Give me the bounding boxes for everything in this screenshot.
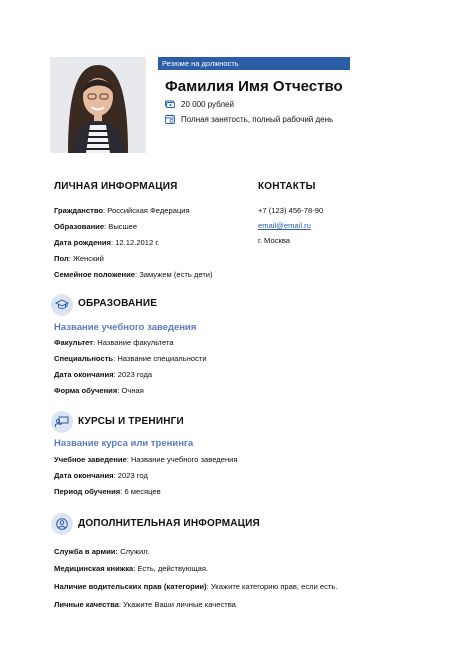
courses-heading: КУРСЫ И ТРЕНИНГИ — [78, 416, 184, 427]
salary-row — [165, 99, 234, 109]
graduation-date-line: Дата окончания: 2023 года — [54, 370, 153, 379]
institution-name: Название учебного заведения — [54, 322, 197, 333]
driving-license-line: Наличие водительских прав (категории): Укажите категорию прав, если есть. — [54, 582, 338, 591]
medical-book-line: Медицинская книжка: Есть, действующая. — [54, 564, 209, 573]
city-text: г. Москва — [258, 236, 290, 245]
citizenship-line: Гражданство: Российская Федерация — [54, 206, 190, 215]
calendar-icon — [165, 114, 175, 124]
position-label: Резюме на должность — [158, 57, 350, 70]
personal-qualities-line: Личные качества: Укажите Ваши личные качества — [54, 600, 236, 609]
training-icon — [51, 411, 73, 433]
faculty-line: Факультет: Название факультета — [54, 338, 174, 347]
employment-text: Полная занятость, полный рабочий день — [181, 114, 334, 124]
graduation-cap-icon — [51, 294, 73, 316]
course-institution-line: Учебное заведение: Название учебного заведения — [54, 455, 238, 464]
profile-photo — [50, 57, 146, 153]
course-name: Название курса или тренинга — [54, 438, 194, 449]
employment-row — [165, 114, 333, 124]
study-form-line: Форма обучения: Очная — [54, 386, 144, 395]
salary-text: 20 000 рублей — [181, 99, 234, 109]
specialty-line: Специальность: Название специальности — [54, 354, 207, 363]
education-level-line: Образование: Высшее — [54, 222, 138, 231]
email-link[interactable]: email@email.ru — [258, 221, 311, 230]
person-icon — [51, 513, 73, 535]
education-heading: ОБРАЗОВАНИЕ — [78, 298, 158, 309]
birth-date-line: Дата рождения: 12.12.2012 г. — [54, 238, 160, 247]
army-service-line: Служба в армии: Служил. — [54, 547, 150, 556]
course-period-line: Период обучения: 6 месяцев — [54, 487, 161, 496]
marital-status-line: Семейное положение: Замужем (есть дети) — [54, 270, 213, 279]
additional-heading: ДОПОЛНИТЕЛЬНАЯ ИНФОРМАЦИЯ — [78, 518, 260, 529]
full-name: Фамилия Имя Отчество — [165, 78, 343, 95]
gender-line: Пол: Женский — [54, 254, 104, 263]
phone-text: +7 (123) 456-78-90 — [258, 206, 324, 215]
course-end-date-line: Дата окончания: 2023 год — [54, 471, 148, 480]
contacts-heading: КОНТАКТЫ — [258, 181, 316, 192]
personal-info-heading: ЛИЧНАЯ ИНФОРМАЦИЯ — [54, 181, 178, 192]
money-icon — [165, 99, 175, 109]
